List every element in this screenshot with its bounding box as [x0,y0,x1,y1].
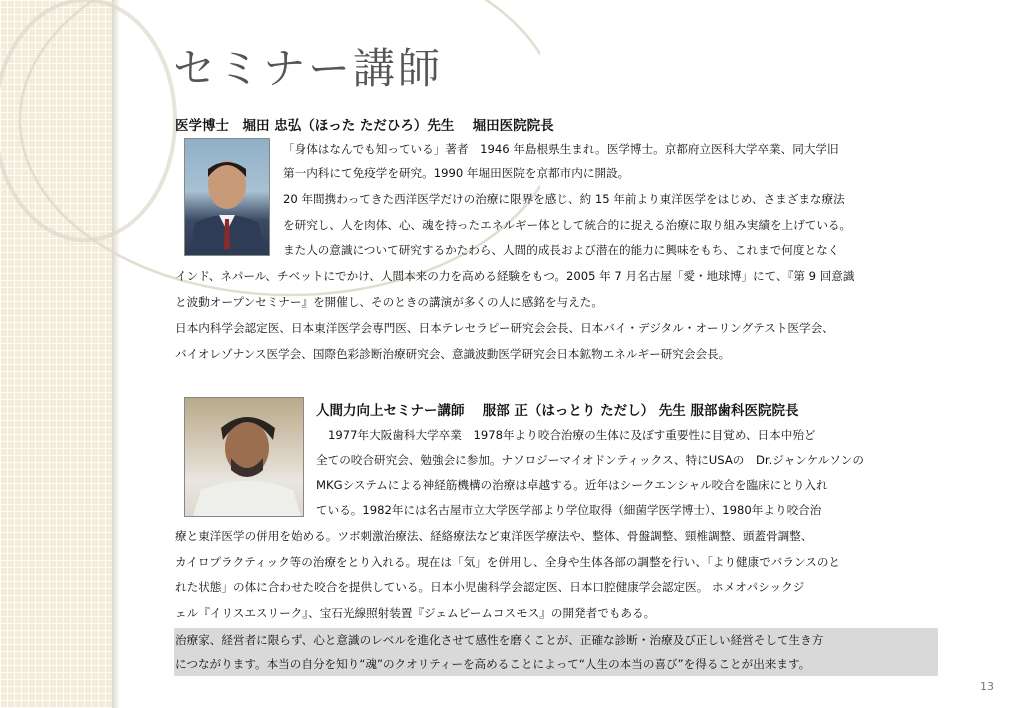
lecturer1-line-8: 日本内科学会認定医、日本東洋医学会専門医、日本テレセラピー研究会会長、日本バイ・デジタル・オーリングテスト医学会、 [175,321,834,335]
lecturer2-line-4: ている。1982年には名古屋市立大学医学部より学位取得（細菌学医学博士）、1980年より咬合治 [316,503,822,517]
lecturer1-line-5: また人の意識について研究するかたわら、人間的成長および潜在的能力に興味をもち、これまで何度となく [283,243,840,257]
slide-title: セミナー講師 [173,44,444,93]
lecturer2-line-1: 1977年大阪歯科大学卒業 1978年より咬合治療の生体に及ぼす重要性に目覚め、日本中殆ど [328,428,816,442]
lecturer2-line-3: MKGシステムによる神経筋機構の治療は卓越する。近年はシークエンシャル咬合を臨床にとり入れ [316,478,828,492]
lecturer1-line-7: と波動オープンセミナー』を開催し、そのときの講演が多くの人に感銘を与えた。 [175,295,603,309]
page-number: 13 [980,680,994,693]
lecturer1-line-6: インド、ネパール、チベットにでかけ、人間本来の力を高める経験をもつ。2005 年 7 月名古屋「愛・地球博」にて、『第 9 回意識 [175,269,855,283]
lecturer2-message-line-1: 治療家、経営者に限らず、心と意識のレベルを進化させて感性を磨くことが、正確な診断・治療及び正しい経営そして生き方 [175,633,824,647]
lecturer2-line-8: ェル『イリスエスリーク』、宝石光線照射装置『ジェムビームコスモス』の開発者でもある。 [175,606,656,620]
lecturer1-heading: 医学博士 堀田 忠弘（ほった ただひろ）先生 堀田医院院長 [175,118,554,134]
lecturer2-portrait [184,397,304,517]
lecturer2-line-5: 療と東洋医学の併用を始める。ツボ刺激治療法、経絡療法など東洋医学療法や、整体、骨盤調整、頸椎調整、頭蓋骨調整、 [175,529,813,543]
lecturer2-line-6: カイロプラクティック等の治療をとり入れる。現在は「気」を併用し、全身や生体各部の調整を行い、「より健康でバランスのと [175,555,841,569]
lecturer2-line-7: れた状態」の体に合わせた咬合を提供している。日本小児歯科学会認定医、日本口腔健康学会認定医。 ホメオパシックジ [175,580,805,594]
lecturer1-portrait [184,138,270,256]
lecturer1-line-1: 「身体はなんでも知っている」著者 1946 年島根県生まれ。医学博士。京都府立医科大学卒業、同大学旧 [283,142,839,156]
lecturer2-heading: 人間力向上セミナー講師 服部 正（はっとり ただし） 先生 服部歯科医院院長 [316,403,799,419]
lecturer1-line-3: 20 年間携わってきた西洋医学だけの治療に限界を感じ、約 15 年前より東洋医学をはじめ、さまざまな療法 [283,192,845,206]
lecturer1-line-2: 第一内科にて免疫学を研究。1990 年堀田医院を京都市内に開設。 [283,166,630,180]
lecturer1-line-9: バイオレゾナンス医学会、国際色彩診断治療研究会、意識波動医学研究会日本鉱物エネルギー研究会会長。 [175,347,731,361]
lecturer2-line-2: 全ての咬合研究会、勉強会に参加。ナソロジーマイオドンティックス、特にUSAの Dr.ジャンケルソンの [316,453,864,467]
lecturer1-line-4: を研究し、人を肉体、心、魂を持ったエネルギー体として統合的に捉える治療に取り組み実績を上げている。 [283,218,852,232]
lecturer2-message-line-2: につながります。本当の自分を知り“魂”のクオリティーを高めることによって“人生の本当の喜び”を得ることが出来ます。 [175,657,811,671]
